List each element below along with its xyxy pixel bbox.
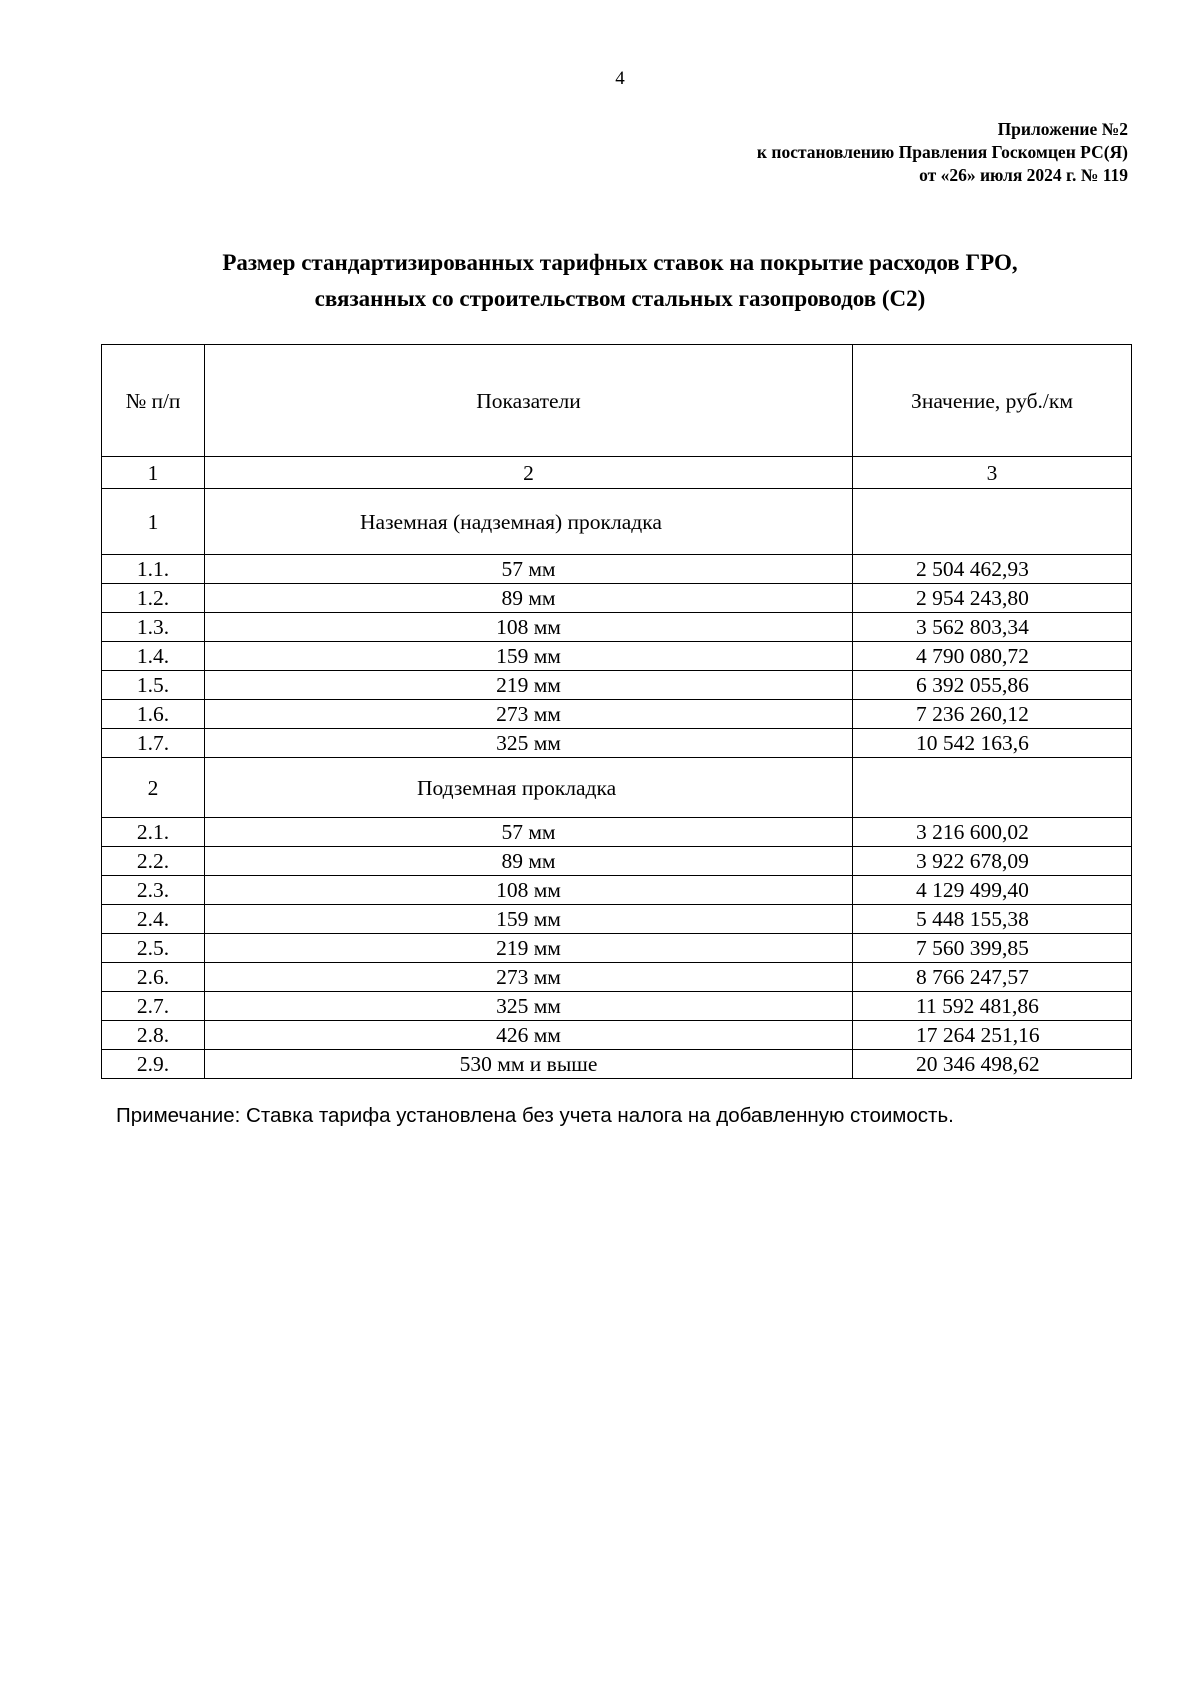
row-value: 4 790 080,72 xyxy=(853,642,1132,671)
row-diameter: 219 мм xyxy=(205,671,853,700)
table-row xyxy=(102,729,1132,758)
row-value: 5 448 155,38 xyxy=(853,905,1132,934)
column-numbers-row xyxy=(102,457,1132,489)
table-row xyxy=(102,613,1132,642)
row-value: 4 129 499,40 xyxy=(853,876,1132,905)
row-value: 17 264 251,16 xyxy=(853,1021,1132,1050)
row-value: 20 346 498,62 xyxy=(853,1050,1132,1079)
row-diameter: 159 мм xyxy=(205,642,853,671)
row-number: 2.1. xyxy=(102,818,205,847)
table-row xyxy=(102,555,1132,584)
table-row xyxy=(102,584,1132,613)
row-number: 1.1. xyxy=(102,555,205,584)
row-value: 6 392 055,86 xyxy=(853,671,1132,700)
section-value-empty xyxy=(853,758,1132,818)
row-diameter: 273 мм xyxy=(205,963,853,992)
column-number-2: 2 xyxy=(205,457,853,489)
appendix-title: Приложение №2 xyxy=(997,119,1128,139)
appendix-date: от «26» июля 2024 г. № 119 xyxy=(919,165,1128,185)
row-diameter: 108 мм xyxy=(205,613,853,642)
page-number: 4 xyxy=(615,68,625,89)
row-number: 2.9. xyxy=(102,1050,205,1079)
footnote: Примечание: Ставка тарифа установлена без учета налога на добавленную стоимость. xyxy=(116,1104,954,1127)
row-number: 1.5. xyxy=(102,671,205,700)
column-number-3: 3 xyxy=(853,457,1132,489)
tariff-table xyxy=(101,344,1132,1079)
row-number: 2.7. xyxy=(102,992,205,1021)
table-row xyxy=(102,700,1132,729)
row-diameter: 57 мм xyxy=(205,555,853,584)
row-diameter: 325 мм xyxy=(205,729,853,758)
table-row xyxy=(102,1021,1132,1050)
header-indicators: Показатели xyxy=(205,345,853,457)
row-value: 3 562 803,34 xyxy=(853,613,1132,642)
row-diameter: 57 мм xyxy=(205,818,853,847)
section-number: 1 xyxy=(102,489,205,555)
table-header-row xyxy=(102,345,1132,457)
section-title: Наземная (надземная) прокладка xyxy=(205,489,853,555)
row-value: 10 542 163,6 xyxy=(853,729,1132,758)
row-number: 1.7. xyxy=(102,729,205,758)
section-number: 2 xyxy=(102,758,205,818)
row-value: 7 560 399,85 xyxy=(853,934,1132,963)
section-title: Подземная прокладка xyxy=(205,758,853,818)
table-row xyxy=(102,905,1132,934)
table-row xyxy=(102,671,1132,700)
row-number: 2.4. xyxy=(102,905,205,934)
table-row xyxy=(102,992,1132,1021)
section-value-empty xyxy=(853,489,1132,555)
row-value: 2 504 462,93 xyxy=(853,555,1132,584)
table-row xyxy=(102,876,1132,905)
row-value: 11 592 481,86 xyxy=(853,992,1132,1021)
row-number: 1.3. xyxy=(102,613,205,642)
row-diameter: 530 мм и выше xyxy=(205,1050,853,1079)
row-number: 2.6. xyxy=(102,963,205,992)
row-number: 2.8. xyxy=(102,1021,205,1050)
row-diameter: 89 мм xyxy=(205,847,853,876)
row-number: 2.2. xyxy=(102,847,205,876)
column-number-1: 1 xyxy=(102,457,205,489)
document-title-line-2: связанных со строительством стальных газопроводов (С2) xyxy=(314,286,926,311)
row-diameter: 219 мм xyxy=(205,934,853,963)
table-row xyxy=(102,847,1132,876)
row-diameter: 426 мм xyxy=(205,1021,853,1050)
row-value: 8 766 247,57 xyxy=(853,963,1132,992)
header-value: Значение, руб./км xyxy=(853,345,1132,457)
row-number: 2.5. xyxy=(102,934,205,963)
row-diameter: 159 мм xyxy=(205,905,853,934)
row-diameter: 273 мм xyxy=(205,700,853,729)
section-row xyxy=(102,489,1132,555)
table-row xyxy=(102,642,1132,671)
table-row xyxy=(102,963,1132,992)
table-row xyxy=(102,1050,1132,1079)
row-value: 3 216 600,02 xyxy=(853,818,1132,847)
header-number: № п/п xyxy=(102,345,205,457)
appendix-resolution: к постановлению Правления Госкомцен РС(Я) xyxy=(756,142,1128,162)
row-value: 7 236 260,12 xyxy=(853,700,1132,729)
document-title-line-1: Размер стандартизированных тарифных ставок на покрытие расходов ГРО, xyxy=(222,250,1018,275)
row-number: 2.3. xyxy=(102,876,205,905)
row-diameter: 108 мм xyxy=(205,876,853,905)
row-number: 1.6. xyxy=(102,700,205,729)
document-title xyxy=(60,245,1180,317)
row-number: 1.2. xyxy=(102,584,205,613)
row-value: 2 954 243,80 xyxy=(853,584,1132,613)
appendix-block xyxy=(757,118,1128,187)
section-row xyxy=(102,758,1132,818)
table-row xyxy=(102,934,1132,963)
table-row xyxy=(102,818,1132,847)
row-number: 1.4. xyxy=(102,642,205,671)
row-diameter: 89 мм xyxy=(205,584,853,613)
row-value: 3 922 678,09 xyxy=(853,847,1132,876)
row-diameter: 325 мм xyxy=(205,992,853,1021)
